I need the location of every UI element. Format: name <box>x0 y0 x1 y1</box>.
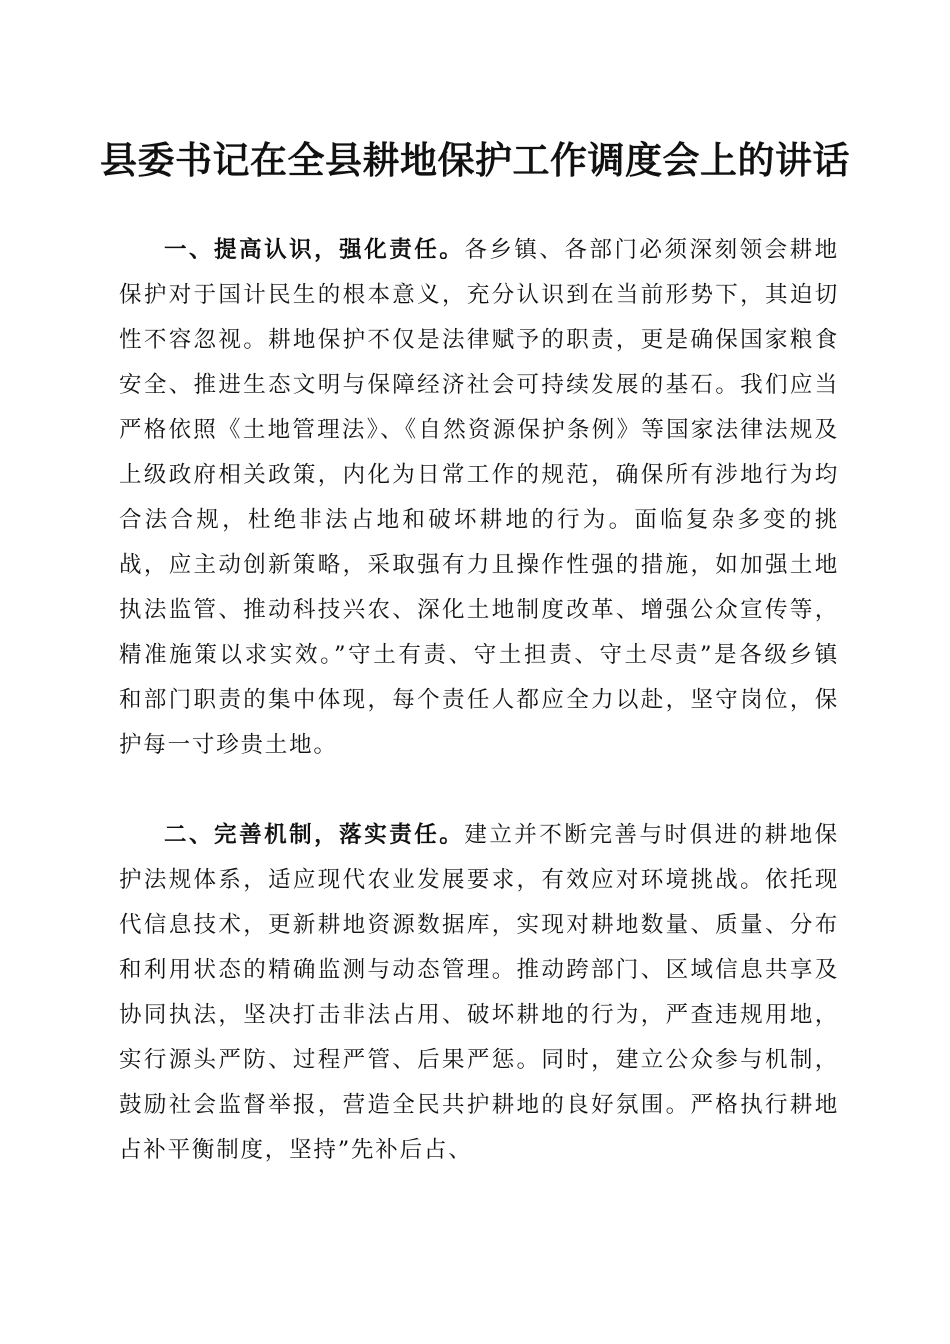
section-heading-2: 二、完善机制，落实责任。 <box>164 822 465 848</box>
section-paragraph-1 <box>119 228 839 768</box>
section-body-1: 各乡镇、各部门必须深刻领会耕地保护对于国计民生的根本意义，充分认识到在当前形势下，其迫切性不容忽视。耕地保护不仅是法律赋予的职责，更是确保国家粮食安全、推进生态文明与保障经济社会可持续发展的基石。我们应当严格依照《土地管理法》、《自然资源保护条例》等国家法律法规及上级政府相关政策，内化为日常工作的规范，确保所有涉地行为均合法合规，杜绝非法占地和破坏耕地的行为。面临复杂多变的挑战，应主动创新策略，采取强有力且操作性强的措施，如加强土地执法监管、推动科技兴农、深化土地制度改革、增强公众宣传等，精准施策以求实效。”守土有责、守土担责、守土尽责”是各级乡镇和部门职责的集中体现，每个责任人都应全力以赴，坚守岗位，保护每一寸珍贵土地。 <box>119 237 839 758</box>
section-heading-1: 一、提高认识，强化责任。 <box>164 237 465 263</box>
page-title: 县委书记在全县耕地保护工作调度会上的讲话 <box>100 138 850 182</box>
section-paragraph-2 <box>119 813 839 1173</box>
section-body-2: 建立并不断完善与时俱进的耕地保护法规体系，适应现代农业发展要求，有效应对环境挑战。依托现代信息技术，更新耕地资源数据库，实现对耕地数量、质量、分布和利用状态的精确监测与动态管理。推动跨部门、区域信息共享及协同执法，坚决打击非法占用、破坏耕地的行为，严查违规用地，实行源头严防、过程严管、后果严惩。同时，建立公众参与机制，鼓励社会监督举报，营造全民共护耕地的良好氛围。严格执行耕地占补平衡制度，坚持”先补后占、 <box>119 822 839 1163</box>
